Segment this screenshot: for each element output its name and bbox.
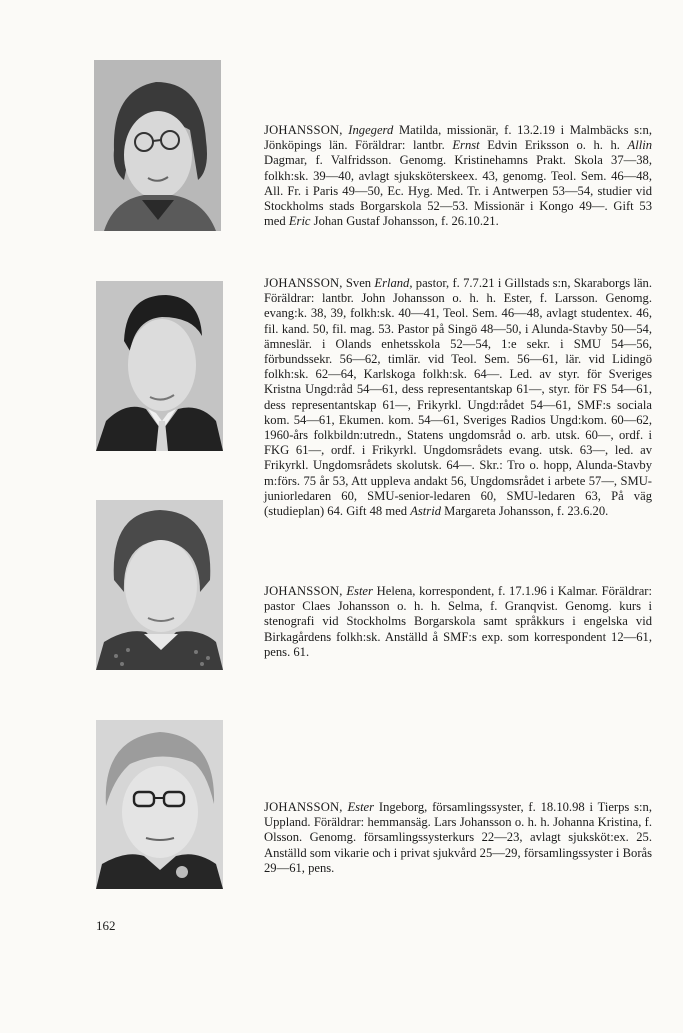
portrait-ingegerd-image — [94, 60, 221, 231]
entry-surname: JOHANSSON, — [264, 123, 343, 137]
entry-surname: JOHANSSON, — [264, 800, 343, 814]
entry-text: Johan Gustaf Johansson, f. 26.10.21. — [310, 214, 499, 229]
entry-text: Margareta Johansson, f. 23.6.20. — [441, 504, 609, 519]
entry-parent-name: Ernst — [452, 138, 480, 153]
entry-given-name: Ingegerd — [348, 123, 394, 137]
entry-parent-name: Allin — [627, 138, 652, 153]
portrait-ester-ingeborg-image — [96, 720, 223, 889]
entry-spouse-name: Eric — [288, 214, 311, 229]
entry-given-name: Ester — [346, 584, 373, 598]
entry-text: pastor, f. 7.7.21 i Gillstads s:n, Skaraborgs län. Föräldrar: lantbr. John Johansson o. h. h. Ester, f. Larsson. Genomg. evang:k. 38, 39, folkh:sk. 40—41, Teol. Sem. 46—48, avlagt studentex. 46, fil. kand. 50, fil. mag. 53. Pastor på Singö 48—50, i Alunda-Stavby 50—54, ämneslär. i Olands enhetsskola 52—54, 1:e sekr. i SMU 54—56, förbundssekr. 56—62, timlär. vid Teol. Sem. 56—61, lär. vid Lidingö folkh:sk. 62—64, Karlskoga folkh:sk. 64—. Led. av styr. för Sveriges Kristna Ungd:råd 54—61, dess representantskap 61—, styr. för FS 54—61, dess representantskap 61—, Frikyrkl. Ungd:rådet 54—61, SMF:s sociala kom. 54—61, Ekumen. kom. 54—61, Sveriges Radios Ungd:kom. 60—62, 1960-års folkbildn:utredn., Statens ungdomsråd o. arb. utsk. 60—, ordf. i FKG 61—, ordf. i Frikyrkl. Ungdomsrådets evang. utsk. 63—, led. av Frikyrkl. Ungdomsrådets skolutsk. 64—. Skr.: Tro o. hopp, Alunda-Stavby m:förs. 75 år 53, Att uppleva andakt 56, Ungdomsrådet i arbete 57—, SMU-juniorledaren 60, SMU-senior-ledaren 60, SMU-ledaren 63, På väg (studieplan) 64. Gift 48 med — [264, 276, 653, 519]
page-number: 162 — [96, 918, 116, 933]
portrait-ester-ingeborg-johansson — [96, 720, 223, 889]
entry-ester-helena-johansson — [264, 584, 652, 660]
entry-ingegerd-johansson — [264, 123, 652, 229]
entry-text: Edvin Eriksson o. h. h. — [479, 138, 628, 153]
entry-text: Dagmar, f. Valfridsson. Genomg. Kristinehamns Prakt. Skola 37—38, folkh:sk. 39—40, avlagt sjuksköterskeex. 43, genomg. Teol. Sem. 46—48, All. Fr. i Paris 49—50, Ec. Hyg. Med. Tr. i Antwerpen 53—54, studier vid Stockholms stads Borgarskola 52—53. Missionär i Kongo 49—. Gift 53 med — [264, 153, 652, 229]
entry-given-name: Erland, — [374, 276, 413, 290]
portrait-ester-helena-image — [96, 500, 223, 670]
entry-spouse-name: Astrid — [410, 504, 441, 519]
entry-surname: JOHANSSON, — [264, 584, 343, 598]
entry-text: Sven — [342, 276, 375, 290]
entry-ester-ingeborg-johansson — [264, 800, 652, 876]
entry-erland-johansson — [264, 276, 652, 519]
entry-text: Ingeborg, församlingssyster, f. 18.10.98 i Tierps s:n, Uppland. Föräldrar: hemmansäg. Lars Johansson o. h. h. Johanna Kristina, f. Olsson. Genomg. församlingssysterkurs 22—23, avlagt sjuksköt:ex. 25. Anställd som vikarie och i privat sjukvård 25—29, församlingssyster i Borås 29—61, pens. — [264, 800, 652, 875]
entry-text: Helena, korrespondent, f. 17.1.96 i Kalmar. Föräldrar: pastor Claes Johansson o. h. h. Selma, f. Granqvist. Genomg. kurs i stenografi vid Stockholms Borgarskola samt språkkurs i engelska vid Birkagårdens folkh:sk. Anställd å SMF:s exp. som korrespondent 12—61, pens. 61. — [264, 584, 652, 659]
portrait-ester-helena-johansson — [96, 500, 223, 670]
portrait-erland-johansson — [96, 281, 223, 451]
portrait-ingegerd-johansson — [94, 60, 221, 231]
entry-given-name: Ester — [347, 800, 375, 814]
entry-text: Matilda, missionär, f. 13.2.19 i Malmbäcks s:n, Jönköpings län. Föräldrar: lantbr. — [264, 123, 652, 153]
portrait-erland-image — [96, 281, 223, 451]
entry-surname: JOHANSSON, — [264, 276, 343, 290]
